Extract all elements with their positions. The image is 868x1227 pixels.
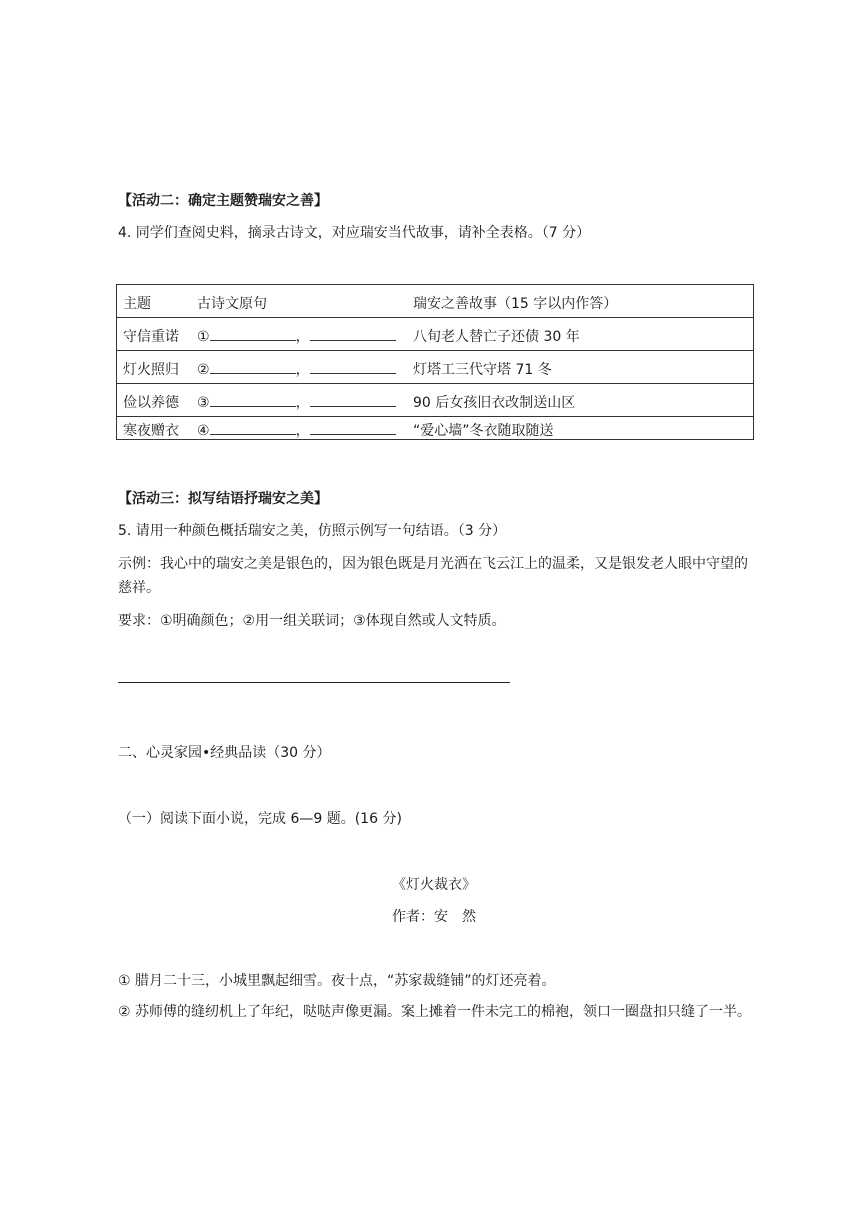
story-title: 《灯火裁衣》 [392, 877, 476, 893]
row-theme: 寒夜赠衣 [123, 423, 179, 439]
table-row [117, 417, 754, 440]
row-story: 八旬老人替亡子还债 30 年 [413, 329, 580, 345]
blank-line[interactable] [310, 359, 396, 374]
row-theme: 灯火照归 [123, 362, 179, 378]
row-theme: 俭以养德 [123, 395, 179, 411]
example-text: 示例：我心中的瑞安之美是银色的，因为银色既是月光洒在飞云江上的温柔，又是银发老人眼中守望的慈祥。 [118, 556, 748, 596]
story-author: 作者：安 然 [392, 909, 476, 925]
table-row [117, 384, 754, 417]
section2-heading: 二、心灵家园•经典品读（30 分） [118, 745, 331, 761]
blank-line[interactable] [310, 326, 396, 341]
row-theme: 守信重诺 [123, 329, 179, 345]
table-header-row [117, 285, 754, 318]
row-story: 灯塔工三代守塔 71 冬 [413, 362, 552, 378]
table-row [117, 318, 754, 351]
comma: ， [295, 395, 310, 411]
row-quote-blank[interactable] [197, 392, 396, 412]
blank-line[interactable] [310, 420, 396, 435]
table-row [117, 351, 754, 384]
row-number: ② [197, 362, 210, 378]
row-number: ④ [197, 423, 210, 439]
header-quote: 古诗文原句 [197, 296, 267, 312]
row-number: ① [197, 329, 210, 345]
header-story: 瑞安之善故事（15 字以内作答） [413, 296, 618, 312]
blank-line[interactable] [210, 326, 296, 341]
row-quote-blank[interactable] [197, 326, 396, 346]
answer-table [116, 284, 754, 440]
blank-line[interactable] [210, 359, 296, 374]
row-story: “爱心墙”冬衣随取随送 [413, 423, 554, 439]
row-quote-blank[interactable] [197, 359, 396, 379]
comma: ， [295, 362, 310, 378]
paragraph-2: ② 苏师傅的缝纫机上了年纪，哒哒声像更漏。案上摊着一件未完工的棉袍，领口一圈盘扣只缝了一半。 [118, 1004, 751, 1020]
blank-line[interactable] [210, 420, 296, 435]
row-story: 90 后女孩旧衣改制送山区 [413, 395, 576, 411]
header-theme: 主题 [123, 296, 151, 312]
requirement-text: 要求：①明确颜色；②用一组关联词；③体现自然或人文特质。 [118, 613, 506, 629]
paragraph-1: ① 腊月二十三，小城里飘起细雪。夜十点，“苏家裁缝铺”的灯还亮着。 [118, 973, 556, 989]
row-quote-blank[interactable] [197, 420, 396, 440]
part1-instruction: （一）阅读下面小说，完成 6—9 题。(16 分) [118, 811, 402, 827]
answer-line[interactable] [118, 682, 510, 683]
question-5: 5. 请用一种颜色概括瑞安之美，仿照示例写一句结语。（3 分） [118, 523, 507, 539]
blank-line[interactable] [310, 392, 396, 407]
comma: ， [295, 423, 310, 439]
blank-line[interactable] [210, 392, 296, 407]
activity3-heading: 【活动三：拟写结语抒瑞安之美】 [118, 491, 328, 507]
comma: ， [295, 329, 310, 345]
activity2-heading: 【活动二：确定主题赞瑞安之善】 [118, 193, 328, 209]
row-number: ③ [197, 395, 210, 411]
question-4: 4. 同学们查阅史料，摘录古诗文，对应瑞安当代故事，请补全表格。（7 分） [118, 225, 591, 241]
